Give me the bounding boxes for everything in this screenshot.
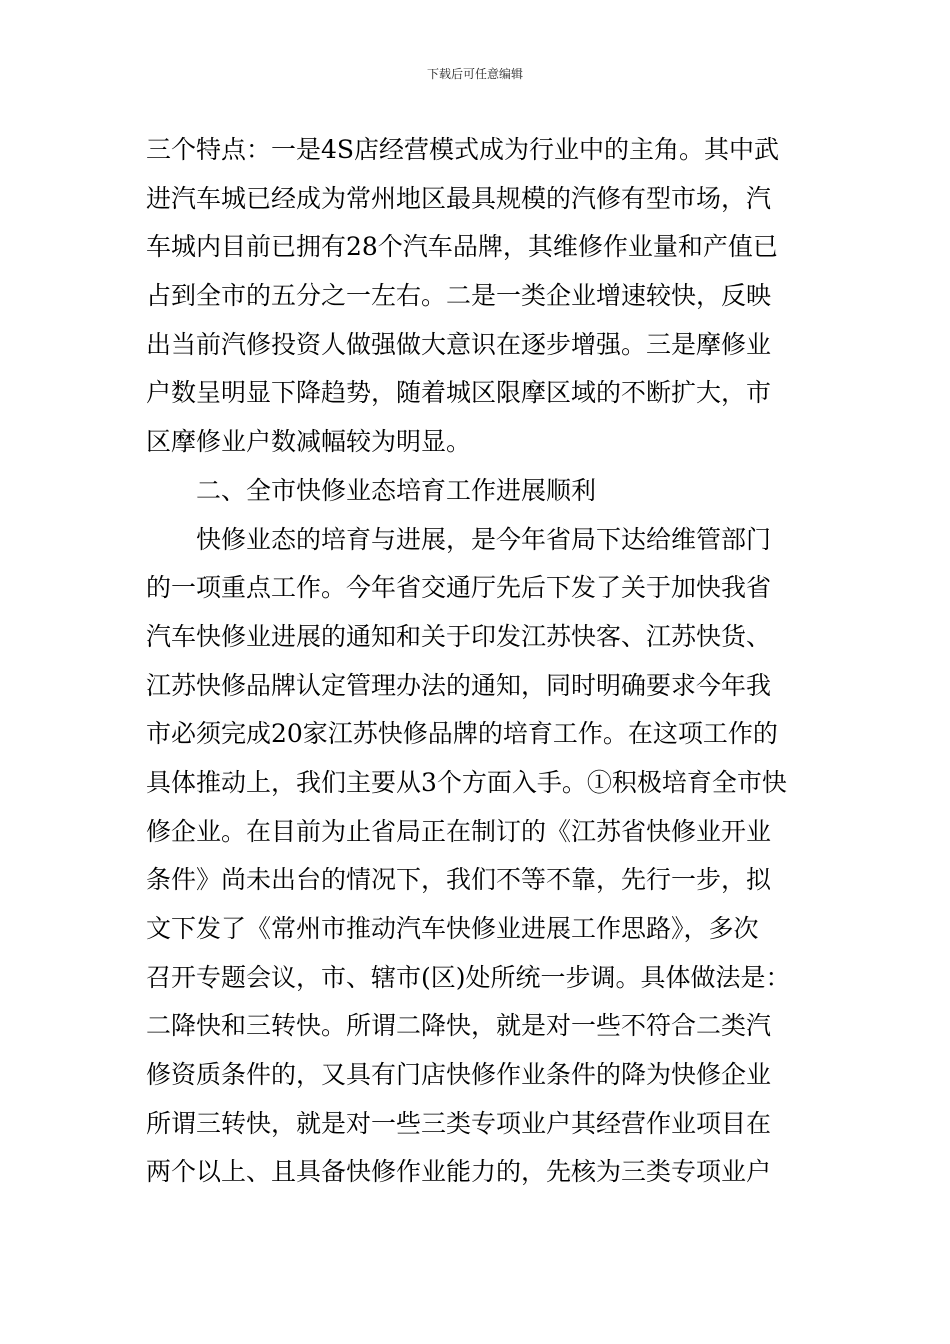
text-line: 二降快和三转快。所谓二降快，就是对一些不符合二类汽: [146, 1011, 772, 1041]
text-line: 的一项重点工作。今年省交通厅先后下发了关于加快我省: [146, 573, 772, 603]
text-line: 修企业。在目前为止省局正在制订的《江苏省快修业开业: [146, 816, 772, 846]
text-line: 所谓三转快，就是对一些三类专项业户其经营作业项目在: [146, 1108, 772, 1138]
text-line: 出当前汽修投资人做强做大意识在逐步增强。三是摩修业: [146, 329, 772, 359]
text-line: 市必须完成20家江苏快修品牌的培育工作。在这项工作的: [146, 719, 778, 749]
text-line: 车城内目前已拥有28个汽车品牌，其维修作业量和产值已: [146, 232, 778, 262]
text-line: 三个特点：一是4S店经营模式成为行业中的主角。其中武: [146, 135, 780, 164]
text-line: 占到全市的五分之一左右。二是一类企业增速较快，反映: [146, 281, 772, 311]
text-line: 具体推动上，我们主要从3个方面入手。①积极培育全市快: [146, 767, 787, 797]
text-line: 条件》尚未出台的情况下，我们不等不靠，先行一步，拟: [146, 865, 772, 895]
document-body: [146, 126, 816, 1197]
text-line: 户数呈明显下降趋势，随着城区限摩区域的不断扩大，市: [146, 378, 772, 408]
paragraph-start-line: 快修业态的培育与进展，是今年省局下达给维管部门: [196, 524, 772, 554]
page-header-note: 下载后可任意编辑: [426, 67, 523, 81]
section-heading: 二、全市快修业态培育工作进展顺利: [196, 475, 597, 505]
text-line: 文下发了《常州市推动汽车快修业进展工作思路》，多次: [146, 914, 759, 943]
text-line: 江苏快修品牌认定管理办法的通知，同时明确要求今年我: [146, 670, 772, 700]
text-line: 修资质条件的，又具有门店快修作业条件的降为快修企业: [146, 1060, 772, 1090]
text-line: 进汽车城已经成为常州地区最具规模的汽修有型市场，汽: [146, 183, 772, 213]
text-line: 召开专题会议，市、辖市(区)处所统一步调。具体做法是：: [146, 962, 791, 992]
text-line: 两个以上、且具备快修作业能力的，先核为三类专项业户: [146, 1157, 772, 1187]
text-line: 汽车快修业进展的通知和关于印发江苏快客、江苏快货、: [146, 621, 772, 651]
text-line: 区摩修业户数减幅较为明显。: [146, 427, 472, 457]
